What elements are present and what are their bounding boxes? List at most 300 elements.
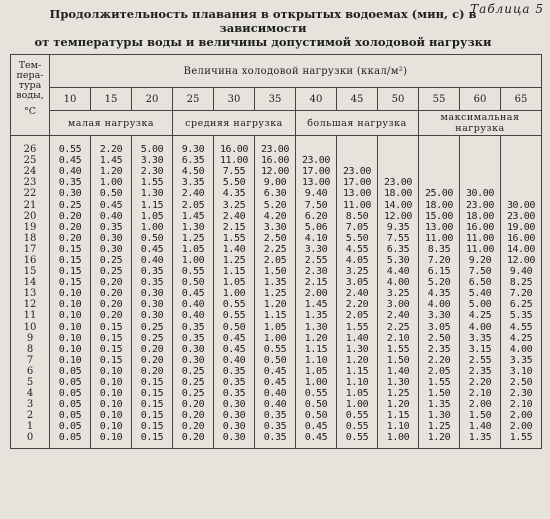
duration-cell: 16.00 xyxy=(214,136,255,156)
temperature-cell: 19 xyxy=(11,222,50,233)
duration-cell xyxy=(419,177,460,188)
temperature-cell: 1 xyxy=(11,421,50,432)
duration-cell: 1.25 xyxy=(255,288,296,299)
duration-cell: 0.10 xyxy=(91,388,132,399)
duration-cell: 15.00 xyxy=(419,211,460,222)
temperature-cell: 4 xyxy=(11,388,50,399)
duration-cell: 0.10 xyxy=(50,322,91,333)
duration-cell: 7.05 xyxy=(337,222,378,233)
duration-cell: 0.35 xyxy=(214,366,255,377)
duration-cell: 0.30 xyxy=(214,421,255,432)
duration-cell: 0.35 xyxy=(214,377,255,388)
load-value-header: 35 xyxy=(255,88,296,111)
duration-cell: 3.25 xyxy=(214,199,255,210)
temperature-cell: 13 xyxy=(11,288,50,299)
duration-cell: 13.00 xyxy=(296,177,337,188)
title-line-2: от температуры воды и величины допустимой холодовой нагрузки xyxy=(34,35,492,49)
duration-cell: 0.45 xyxy=(296,421,337,432)
duration-cell: 9.40 xyxy=(296,188,337,199)
duration-cell xyxy=(419,166,460,177)
duration-cell: 0.10 xyxy=(50,310,91,321)
duration-cell: 13.00 xyxy=(419,222,460,233)
duration-cell: 2.20 xyxy=(337,299,378,310)
table-row xyxy=(11,166,542,177)
load-value-header: 20 xyxy=(132,88,173,111)
duration-cell: 1.35 xyxy=(296,310,337,321)
duration-cell: 1.50 xyxy=(460,410,501,421)
duration-cell: 0.55 xyxy=(173,266,214,277)
duration-cell: 0.10 xyxy=(91,366,132,377)
duration-cell: 0.25 xyxy=(132,322,173,333)
duration-cell: 1.20 xyxy=(337,355,378,366)
table-row xyxy=(11,188,542,199)
duration-cell: 6.20 xyxy=(296,211,337,222)
duration-cell: 2.30 xyxy=(296,266,337,277)
duration-cell: 1.00 xyxy=(255,333,296,344)
load-value-header: 10 xyxy=(50,88,91,111)
duration-cell: 2.35 xyxy=(460,366,501,377)
duration-cell: 0.40 xyxy=(91,211,132,222)
duration-cell: 3.30 xyxy=(296,244,337,255)
duration-cell: 1.30 xyxy=(378,377,419,388)
duration-cell: 0.30 xyxy=(91,244,132,255)
duration-cell: 1.20 xyxy=(378,399,419,410)
load-value-header: 15 xyxy=(91,88,132,111)
temperature-cell: 0 xyxy=(11,432,50,448)
duration-cell: 16.00 xyxy=(255,155,296,166)
duration-cell: 1.35 xyxy=(460,432,501,448)
duration-cell: 0.45 xyxy=(214,344,255,355)
duration-cell: 1.30 xyxy=(419,410,460,421)
table-row xyxy=(11,410,542,421)
duration-cell: 1.40 xyxy=(214,244,255,255)
duration-cell: 8.35 xyxy=(419,244,460,255)
duration-cell xyxy=(501,166,542,177)
duration-cell: 9.40 xyxy=(501,266,542,277)
duration-cell: 0.10 xyxy=(50,333,91,344)
duration-cell: 0.15 xyxy=(91,333,132,344)
duration-cell: 1.00 xyxy=(132,222,173,233)
duration-cell: 11.00 xyxy=(337,199,378,210)
duration-cell: 3.25 xyxy=(378,288,419,299)
temperature-cell: 23 xyxy=(11,177,50,188)
duration-cell: 0.40 xyxy=(50,166,91,177)
duration-cell: 18.00 xyxy=(460,211,501,222)
duration-cell xyxy=(460,136,501,156)
duration-cell: 0.05 xyxy=(50,366,91,377)
temperature-cell: 8 xyxy=(11,344,50,355)
duration-cell: 11.00 xyxy=(214,155,255,166)
duration-cell: 0.15 xyxy=(50,244,91,255)
duration-cell: 4.05 xyxy=(337,255,378,266)
duration-cell: 1.55 xyxy=(337,322,378,333)
duration-cell: 1.00 xyxy=(214,288,255,299)
duration-cell: 1.00 xyxy=(173,255,214,266)
duration-cell: 0.40 xyxy=(173,299,214,310)
duration-cell: 0.05 xyxy=(50,399,91,410)
duration-cell: 0.05 xyxy=(50,432,91,448)
duration-cell: 2.05 xyxy=(337,310,378,321)
duration-cell: 23.00 xyxy=(378,177,419,188)
duration-cell: 2.50 xyxy=(255,233,296,244)
duration-cell: 2.50 xyxy=(419,333,460,344)
duration-cell: 18.00 xyxy=(378,188,419,199)
duration-cell: 0.30 xyxy=(173,355,214,366)
duration-cell: 2.00 xyxy=(501,410,542,421)
duration-cell: 0.20 xyxy=(173,399,214,410)
duration-cell: 2.40 xyxy=(337,288,378,299)
duration-cell: 0.50 xyxy=(132,233,173,244)
duration-cell: 2.15 xyxy=(296,277,337,288)
load-value-header: 45 xyxy=(337,88,378,111)
duration-cell: 17.00 xyxy=(296,166,337,177)
duration-cell: 5.40 xyxy=(460,288,501,299)
table-row xyxy=(11,344,542,355)
duration-cell xyxy=(460,166,501,177)
temperature-cell: 9 xyxy=(11,333,50,344)
duration-cell: 0.20 xyxy=(50,233,91,244)
load-header: Величина холодовой нагрузки (ккал/м²) xyxy=(50,55,542,88)
duration-cell: 0.15 xyxy=(132,421,173,432)
duration-cell: 1.50 xyxy=(419,388,460,399)
duration-cell: 5.35 xyxy=(501,310,542,321)
duration-cell: 14.00 xyxy=(501,244,542,255)
duration-cell: 0.25 xyxy=(173,377,214,388)
duration-cell: 0.25 xyxy=(91,255,132,266)
table-row xyxy=(11,266,542,277)
duration-cell: 1.00 xyxy=(378,432,419,448)
duration-cell: 16.00 xyxy=(460,222,501,233)
duration-cell: 4.25 xyxy=(501,333,542,344)
duration-cell: 2.25 xyxy=(255,244,296,255)
group-header-large: большая нагрузка xyxy=(296,111,419,136)
load-value-header: 40 xyxy=(296,88,337,111)
duration-cell: 0.35 xyxy=(173,333,214,344)
duration-cell: 5.50 xyxy=(337,233,378,244)
load-value-header: 25 xyxy=(173,88,214,111)
duration-cell: 0.10 xyxy=(50,299,91,310)
duration-cell: 1.25 xyxy=(214,255,255,266)
temperature-cell: 5 xyxy=(11,377,50,388)
duration-cell: 1.55 xyxy=(501,432,542,448)
duration-cell: 0.15 xyxy=(50,277,91,288)
load-value-header: 65 xyxy=(501,88,542,111)
duration-cell: 7.55 xyxy=(378,233,419,244)
duration-cell: 0.10 xyxy=(91,399,132,410)
temperature-cell: 25 xyxy=(11,155,50,166)
duration-cell: 0.15 xyxy=(50,255,91,266)
duration-cell: 9.35 xyxy=(378,222,419,233)
table-row xyxy=(11,222,542,233)
duration-cell: 1.15 xyxy=(296,344,337,355)
duration-cell: 0.50 xyxy=(296,399,337,410)
duration-cell: 18.00 xyxy=(419,199,460,210)
table-row xyxy=(11,155,542,166)
temperature-cell: 14 xyxy=(11,277,50,288)
duration-cell: 1.50 xyxy=(378,355,419,366)
duration-cell: 0.10 xyxy=(50,288,91,299)
duration-cell: 1.30 xyxy=(173,222,214,233)
duration-cell: 0.55 xyxy=(337,410,378,421)
duration-cell: 1.25 xyxy=(173,233,214,244)
duration-cell: 1.25 xyxy=(378,388,419,399)
duration-cell: 0.05 xyxy=(50,410,91,421)
duration-cell: 2.25 xyxy=(378,322,419,333)
duration-cell: 0.40 xyxy=(214,355,255,366)
duration-cell: 0.55 xyxy=(255,344,296,355)
table-row xyxy=(11,421,542,432)
duration-cell: 2.15 xyxy=(214,222,255,233)
duration-cell: 0.10 xyxy=(91,377,132,388)
duration-cell: 14.00 xyxy=(378,199,419,210)
duration-cell: 1.00 xyxy=(91,177,132,188)
duration-cell: 1.15 xyxy=(132,199,173,210)
duration-cell: 7.55 xyxy=(214,166,255,177)
duration-cell: 0.20 xyxy=(50,222,91,233)
duration-cell: 1.55 xyxy=(378,344,419,355)
duration-cell: 0.30 xyxy=(91,233,132,244)
temperature-cell: 21 xyxy=(11,199,50,210)
table-row xyxy=(11,366,542,377)
duration-cell: 4.55 xyxy=(337,244,378,255)
duration-cell: 2.35 xyxy=(419,344,460,355)
duration-cell: 4.35 xyxy=(419,288,460,299)
duration-cell: 5.50 xyxy=(214,177,255,188)
duration-cell: 0.45 xyxy=(296,432,337,448)
duration-cell: 1.40 xyxy=(337,333,378,344)
table-row xyxy=(11,377,542,388)
duration-cell: 6.35 xyxy=(173,155,214,166)
duration-cell: 30.00 xyxy=(501,199,542,210)
duration-cell: 0.15 xyxy=(132,399,173,410)
temperature-cell: 12 xyxy=(11,299,50,310)
temperature-cell: 16 xyxy=(11,255,50,266)
duration-cell: 4.35 xyxy=(214,188,255,199)
duration-cell: 23.00 xyxy=(460,199,501,210)
duration-cell xyxy=(337,136,378,156)
duration-cell: 16.00 xyxy=(501,233,542,244)
duration-cell: 0.15 xyxy=(132,388,173,399)
duration-cell xyxy=(378,166,419,177)
duration-cell: 11.00 xyxy=(460,244,501,255)
duration-cell: 9.00 xyxy=(255,177,296,188)
duration-cell: 1.35 xyxy=(255,277,296,288)
table-title xyxy=(28,7,498,49)
duration-cell: 1.10 xyxy=(337,377,378,388)
duration-cell: 1.30 xyxy=(132,188,173,199)
duration-cell: 6.50 xyxy=(460,277,501,288)
duration-cell: 5.20 xyxy=(419,277,460,288)
duration-cell: 0.30 xyxy=(214,410,255,421)
duration-cell: 0.10 xyxy=(91,421,132,432)
duration-cell: 6.35 xyxy=(378,244,419,255)
load-value-header: 50 xyxy=(378,88,419,111)
duration-cell: 0.35 xyxy=(255,421,296,432)
duration-cell: 0.50 xyxy=(214,322,255,333)
duration-cell: 0.20 xyxy=(173,410,214,421)
duration-cell: 0.45 xyxy=(173,288,214,299)
temperature-cell: 18 xyxy=(11,233,50,244)
duration-cell: 4.55 xyxy=(501,322,542,333)
duration-cell: 2.10 xyxy=(460,388,501,399)
group-header-medium: средняя нагрузка xyxy=(173,111,296,136)
duration-cell: 1.10 xyxy=(378,421,419,432)
duration-cell: 4.50 xyxy=(173,166,214,177)
load-value-header: 55 xyxy=(419,88,460,111)
duration-cell: 2.55 xyxy=(296,255,337,266)
duration-cell: 4.20 xyxy=(255,211,296,222)
table-number: Таблица 5 xyxy=(470,2,544,16)
table-row xyxy=(11,322,542,333)
duration-cell: 0.35 xyxy=(214,388,255,399)
table-body xyxy=(11,136,542,449)
duration-cell: 4.40 xyxy=(378,266,419,277)
duration-cell: 1.00 xyxy=(296,377,337,388)
duration-cell: 0.45 xyxy=(91,199,132,210)
duration-cell: 2.10 xyxy=(501,399,542,410)
duration-cell: 3.30 xyxy=(419,310,460,321)
duration-cell: 0.30 xyxy=(214,399,255,410)
duration-cell: 1.50 xyxy=(255,266,296,277)
duration-cell: 3.05 xyxy=(419,322,460,333)
table-row xyxy=(11,244,542,255)
load-value-header: 30 xyxy=(214,88,255,111)
duration-cell xyxy=(419,136,460,156)
duration-cell: 23.00 xyxy=(296,155,337,166)
duration-cell: 1.25 xyxy=(419,421,460,432)
duration-cell: 2.05 xyxy=(255,255,296,266)
duration-cell: 2.20 xyxy=(91,136,132,156)
duration-cell: 0.15 xyxy=(91,355,132,366)
duration-cell: 4.25 xyxy=(460,310,501,321)
duration-cell: 0.50 xyxy=(255,355,296,366)
duration-cell xyxy=(460,155,501,166)
duration-cell: 1.40 xyxy=(460,421,501,432)
duration-cell: 25.00 xyxy=(419,188,460,199)
duration-cell: 0.30 xyxy=(132,299,173,310)
duration-cell: 1.15 xyxy=(255,310,296,321)
duration-cell: 17.00 xyxy=(337,177,378,188)
duration-cell: 0.15 xyxy=(91,344,132,355)
duration-cell: 0.25 xyxy=(91,266,132,277)
duration-cell: 0.40 xyxy=(255,399,296,410)
table-row xyxy=(11,136,542,156)
duration-cell: 1.20 xyxy=(255,299,296,310)
duration-cell: 0.15 xyxy=(132,410,173,421)
duration-cell: 3.35 xyxy=(173,177,214,188)
duration-cell: 3.05 xyxy=(337,277,378,288)
duration-cell: 0.40 xyxy=(255,388,296,399)
duration-cell: 0.05 xyxy=(50,421,91,432)
duration-cell: 12.00 xyxy=(501,255,542,266)
table-row xyxy=(11,388,542,399)
duration-cell: 0.45 xyxy=(214,333,255,344)
duration-cell: 2.40 xyxy=(173,188,214,199)
duration-cell: 1.20 xyxy=(91,166,132,177)
duration-cell: 6.15 xyxy=(419,266,460,277)
duration-cell: 23.00 xyxy=(255,136,296,156)
temperature-cell: 3 xyxy=(11,399,50,410)
temperature-cell: 17 xyxy=(11,244,50,255)
temperature-cell: 22 xyxy=(11,188,50,199)
duration-cell: 0.20 xyxy=(50,211,91,222)
duration-cell: 0.45 xyxy=(255,377,296,388)
duration-cell: 0.45 xyxy=(50,155,91,166)
table-row xyxy=(11,277,542,288)
title-line-1: Продолжительность плавания в открытых водоемах (мин, с) в зависимости xyxy=(49,7,477,35)
group-header-max: максимальная нагрузка xyxy=(419,111,542,136)
temperature-cell: 7 xyxy=(11,355,50,366)
duration-cell: 23.00 xyxy=(501,211,542,222)
duration-cell xyxy=(419,155,460,166)
duration-cell: 30.00 xyxy=(460,188,501,199)
duration-cell: 0.35 xyxy=(255,432,296,448)
duration-cell: 1.05 xyxy=(255,322,296,333)
duration-cell xyxy=(296,136,337,156)
duration-cell: 2.10 xyxy=(378,333,419,344)
duration-cell: 0.15 xyxy=(132,432,173,448)
duration-cell: 1.35 xyxy=(419,399,460,410)
table-row xyxy=(11,299,542,310)
duration-cell: 0.10 xyxy=(50,355,91,366)
duration-cell: 0.20 xyxy=(132,355,173,366)
duration-cell xyxy=(501,155,542,166)
duration-cell: 2.05 xyxy=(173,199,214,210)
duration-cell: 3.30 xyxy=(255,222,296,233)
duration-cell: 5.20 xyxy=(255,199,296,210)
duration-cell: 1.00 xyxy=(337,399,378,410)
duration-cell: 0.35 xyxy=(173,322,214,333)
duration-cell: 1.15 xyxy=(378,410,419,421)
duration-cell: 7.50 xyxy=(460,266,501,277)
duration-cell: 0.20 xyxy=(91,310,132,321)
duration-cell: 7.20 xyxy=(501,288,542,299)
duration-cell: 2.05 xyxy=(419,366,460,377)
duration-cell: 12.00 xyxy=(378,211,419,222)
duration-cell: 3.10 xyxy=(501,366,542,377)
duration-cell: 1.05 xyxy=(173,244,214,255)
duration-cell: 6.30 xyxy=(255,188,296,199)
duration-cell: 3.25 xyxy=(337,266,378,277)
duration-cell: 0.50 xyxy=(91,188,132,199)
duration-cell: 2.00 xyxy=(501,421,542,432)
duration-cell: 4.00 xyxy=(419,299,460,310)
duration-cell: 1.05 xyxy=(214,277,255,288)
duration-cell: 3.00 xyxy=(378,299,419,310)
duration-cell: 0.20 xyxy=(173,432,214,448)
duration-cell xyxy=(378,155,419,166)
duration-cell: 0.10 xyxy=(50,344,91,355)
temperature-cell: 26 xyxy=(11,136,50,156)
duration-cell: 0.15 xyxy=(50,266,91,277)
duration-cell: 2.30 xyxy=(501,388,542,399)
duration-cell: 13.00 xyxy=(337,188,378,199)
duration-cell: 7.20 xyxy=(419,255,460,266)
temperature-header: Тем- пера- тура воды, °С xyxy=(11,55,50,136)
duration-cell: 0.35 xyxy=(255,410,296,421)
duration-cell: 0.55 xyxy=(214,310,255,321)
duration-cell: 0.55 xyxy=(296,388,337,399)
table-row xyxy=(11,255,542,266)
duration-cell: 3.30 xyxy=(132,155,173,166)
duration-cell xyxy=(501,188,542,199)
duration-cell: 1.45 xyxy=(296,299,337,310)
duration-cell: 0.35 xyxy=(132,266,173,277)
duration-cell: 1.55 xyxy=(419,377,460,388)
duration-cell: 0.20 xyxy=(173,421,214,432)
duration-cell: 1.15 xyxy=(214,266,255,277)
duration-cell: 0.15 xyxy=(132,377,173,388)
